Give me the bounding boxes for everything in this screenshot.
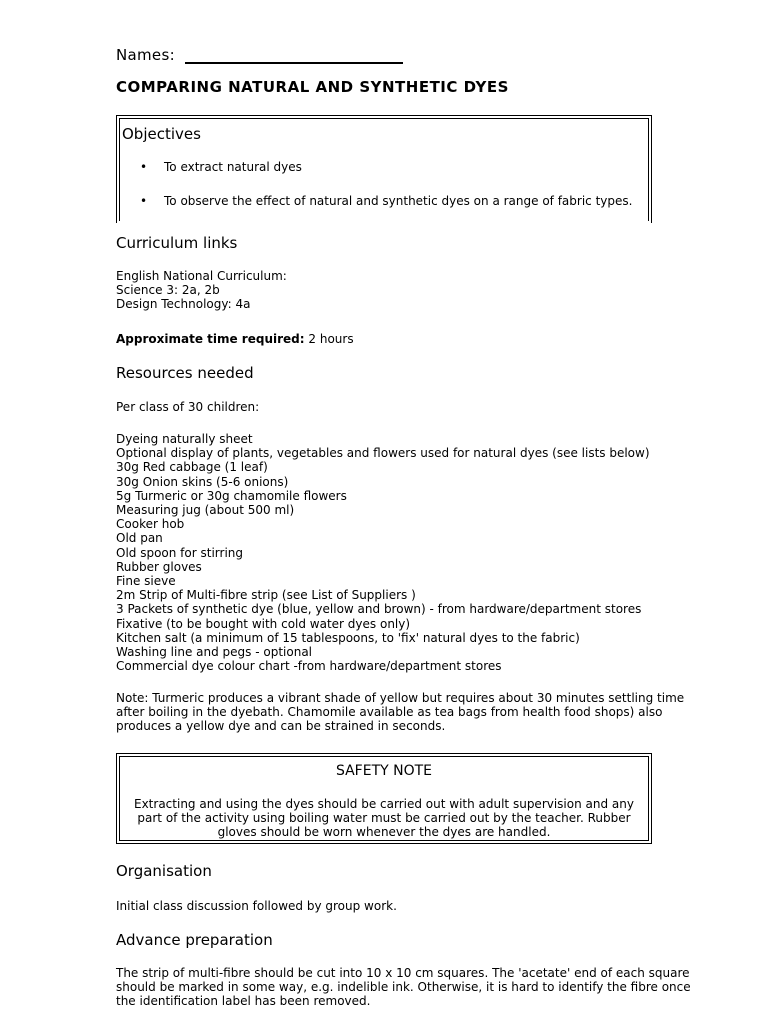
list-item: Dyeing naturally sheet bbox=[116, 432, 253, 446]
resources-heading: Resources needed bbox=[116, 364, 254, 382]
names-row bbox=[116, 46, 403, 64]
list-item: Rubber gloves bbox=[116, 559, 202, 574]
bullet-icon: • bbox=[140, 160, 148, 174]
bullet-icon: • bbox=[140, 194, 148, 208]
curriculum-text: English National Curriculum: Science 3: 2a, 2b Design Technology: 4a bbox=[116, 269, 287, 312]
list-item: 30g Red cabbage (1 leaf) bbox=[116, 460, 268, 475]
list-item: Commercial dye colour chart -from hardware/department stores bbox=[116, 659, 502, 674]
safety-note-box bbox=[116, 753, 652, 844]
resources-intro: Per class of 30 children: bbox=[116, 400, 260, 414]
list-item: Kitchen salt (a minimum of 15 tablespoons, to 'fix' natural dyes to the fabric) bbox=[116, 630, 580, 645]
list-item: Old pan bbox=[116, 531, 163, 546]
organisation-text: Initial class discussion followed by group work. bbox=[116, 899, 397, 913]
safety-note-text: Extracting and using the dyes should be carried out with adult supervision and any part of the activity using boiling water must be carried out by the teacher. Rubber gloves should be worn whenever the dyes are handled. bbox=[134, 797, 634, 840]
advance-preparation-text: The strip of multi-fibre should be cut into 10 x 10 cm squares. The 'acetate' end of each square should be marked in some way, e.g. indelible ink. Otherwise, it is hard to identify the fibre once the identification label has been removed. bbox=[116, 966, 691, 1009]
list-item: Washing line and pegs - optional bbox=[116, 645, 313, 660]
safety-note-title: SAFETY NOTE bbox=[335, 763, 433, 779]
objective-item: • To extract natural dyes bbox=[140, 160, 302, 174]
list-item: Fine sieve bbox=[116, 574, 176, 589]
names-blank-line bbox=[185, 47, 403, 64]
list-item: Cooker hob bbox=[116, 517, 185, 532]
list-item: 2m Strip of Multi-fibre strip (see List of Suppliers ) bbox=[116, 588, 416, 603]
resources-note: Note: Turmeric produces a vibrant shade of yellow but requires about 30 minutes settling time after boiling in the dyebath. Chamomile available as tea bags from health food shops) also produces a yellow dye and can be strained in seconds. bbox=[116, 691, 685, 734]
curriculum-heading: Curriculum links bbox=[116, 234, 238, 252]
time-required-label: Approximate time required: bbox=[116, 332, 305, 346]
list-item: Old spoon for stirring bbox=[116, 545, 244, 560]
list-item: 3 Packets of synthetic dye (blue, yellow and brown) - from hardware/department stores bbox=[116, 602, 642, 617]
list-item: 30g Onion skins (5-6 onions) bbox=[116, 474, 289, 489]
list-item: Fixative (to be bought with cold water dyes only) bbox=[116, 616, 411, 631]
document-title: COMPARING NATURAL AND SYNTHETIC DYES bbox=[116, 78, 509, 96]
list-item: Optional display of plants, vegetables and flowers used for natural dyes (see lists below) bbox=[116, 446, 650, 461]
resources-list bbox=[116, 432, 650, 673]
organisation-heading: Organisation bbox=[116, 862, 212, 880]
objective-item: • To observe the effect of natural and synthetic dyes on a range of fabric types. bbox=[140, 194, 633, 208]
time-required-value: 2 hours bbox=[308, 332, 354, 346]
time-required bbox=[116, 332, 354, 346]
objectives-heading: Objectives bbox=[122, 125, 201, 143]
list-item: 5g Turmeric or 30g chamomile flowers bbox=[116, 488, 347, 503]
names-label: Names: bbox=[116, 46, 175, 64]
advance-preparation-heading: Advance preparation bbox=[116, 931, 273, 949]
list-item: Measuring jug (about 500 ml) bbox=[116, 503, 295, 518]
